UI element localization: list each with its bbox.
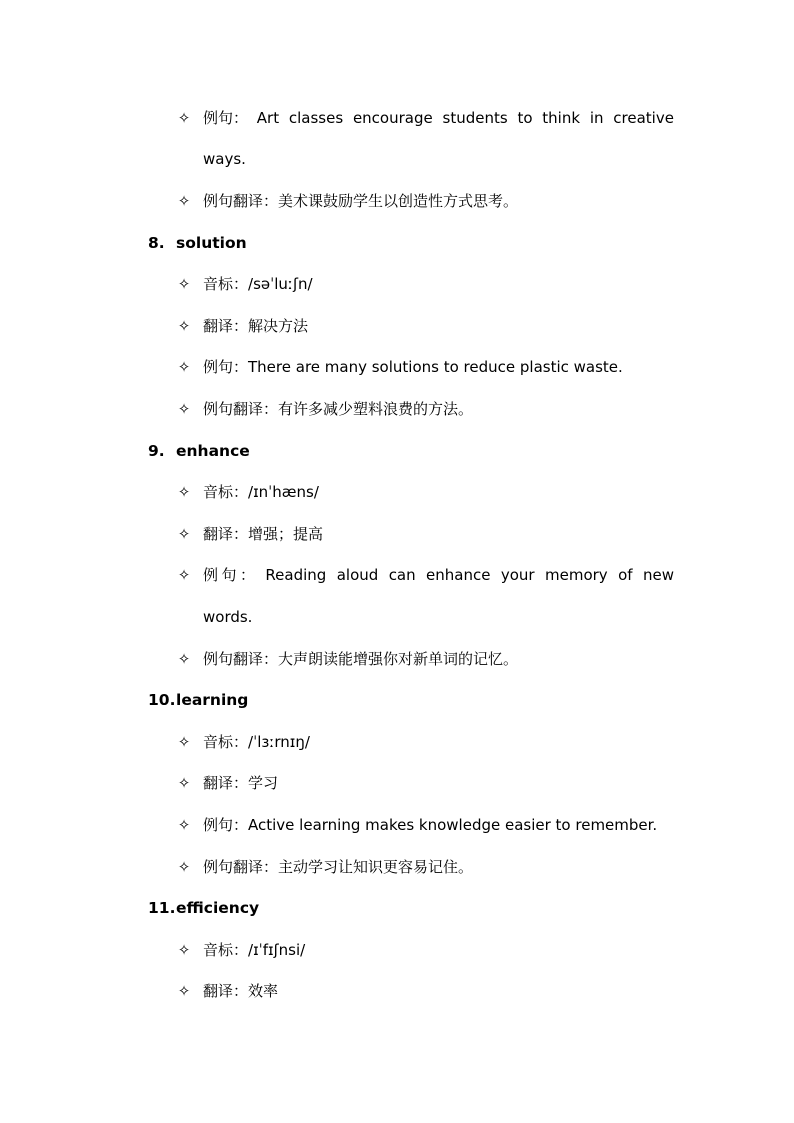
example-word: of	[618, 566, 633, 584]
bullet-icon: ✧	[177, 483, 191, 501]
translation-line	[0, 768, 794, 798]
phonetic	[203, 935, 305, 965]
entry-word: efficiency	[176, 899, 260, 917]
entry-number: 10.	[148, 691, 176, 709]
bullet-icon: ✧	[177, 192, 191, 210]
bullet-icon: ✧	[177, 566, 191, 584]
example-translation-text: 大声朗读能增强你对新单词的记忆。	[278, 650, 519, 668]
phonetic	[203, 477, 319, 507]
entry-heading	[0, 893, 794, 923]
translation-text: 效率	[248, 982, 279, 1000]
example-line	[0, 560, 794, 590]
example-translation	[203, 186, 518, 216]
translation	[203, 519, 323, 549]
example-label-char: 句	[221, 566, 237, 584]
example-translation	[203, 394, 473, 424]
bullet-icon: ✧	[177, 650, 191, 668]
entry-heading	[0, 685, 794, 715]
bullet-icon: ✧	[177, 733, 191, 751]
example-translation-line	[0, 644, 794, 674]
bullet-icon: ✧	[177, 816, 191, 834]
phonetic-text: /ˈlɜːrnɪŋ/	[248, 733, 310, 751]
translation-line	[0, 976, 794, 1006]
example-label-char: ：	[233, 109, 249, 127]
example-word: can	[388, 566, 416, 584]
example-word: memory	[545, 566, 608, 584]
example-word: enhance	[426, 566, 491, 584]
phonetic	[203, 727, 310, 757]
entry-number: 8.	[148, 234, 165, 252]
example-text: ways.	[203, 150, 246, 168]
example-translation-text: 有许多减少塑料浪费的方法。	[278, 400, 474, 418]
example-label	[203, 103, 247, 133]
entry-number: 9.	[148, 442, 165, 460]
phonetic	[203, 269, 313, 299]
translation-label: 翻译：	[203, 317, 249, 335]
bullet-icon: ✧	[177, 109, 191, 127]
translation-line	[0, 311, 794, 341]
phonetic-label: 音标：	[203, 483, 249, 501]
example-word: Reading	[265, 566, 327, 584]
example-label-char: 句	[218, 109, 234, 127]
example-text: Active learning makes knowledge easier to remember.	[248, 816, 658, 834]
entry-word: enhance	[176, 442, 250, 460]
example-translation-line	[0, 852, 794, 882]
entry-heading-text	[148, 436, 250, 466]
example-word: creative	[613, 109, 674, 127]
example-text: There are many solutions to reduce plastic waste.	[248, 358, 623, 376]
phonetic-text: /ɪˈfɪʃnsi/	[248, 941, 306, 959]
translation	[203, 311, 308, 341]
phonetic-text: /ɪnˈhæns/	[248, 483, 319, 501]
example-translation-text: 美术课鼓励学生以创造性方式思考。	[278, 192, 519, 210]
example-word: students	[442, 109, 508, 127]
phonetic-label: 音标：	[203, 941, 249, 959]
example-translation-label: 例句翻译：	[203, 650, 279, 668]
example-word: in	[589, 109, 604, 127]
example-word: aloud	[336, 566, 379, 584]
example-label: 例句：	[203, 816, 249, 834]
bullet-icon: ✧	[177, 275, 191, 293]
bullet-icon: ✧	[177, 982, 191, 1000]
example-translation-label: 例句翻译：	[203, 192, 279, 210]
example-word: Art	[256, 109, 280, 127]
bullet-icon: ✧	[177, 358, 191, 376]
example-label-char: 例	[203, 566, 219, 584]
phonetic-label: 音标：	[203, 275, 249, 293]
translation-text: 增强；提高	[248, 525, 324, 543]
example-word: think	[542, 109, 581, 127]
example-label-char: 例	[203, 109, 219, 127]
entry-number: 11.	[148, 899, 176, 917]
translation	[203, 976, 278, 1006]
phonetic-label: 音标：	[203, 733, 249, 751]
entry-heading	[0, 228, 794, 258]
example-text: words.	[203, 608, 253, 626]
example-word: classes	[288, 109, 344, 127]
entry-heading-text	[148, 228, 247, 258]
translation-label: 翻译：	[203, 525, 249, 543]
bullet-icon: ✧	[177, 400, 191, 418]
phonetic-line	[0, 727, 794, 757]
entry-heading	[0, 436, 794, 466]
example-translation-line	[0, 394, 794, 424]
phonetic-line	[0, 477, 794, 507]
translation-line	[0, 519, 794, 549]
entry-word: learning	[176, 691, 249, 709]
example-line	[0, 352, 794, 382]
example-word: new	[642, 566, 674, 584]
bullet-icon: ✧	[177, 941, 191, 959]
bullet-icon: ✧	[177, 525, 191, 543]
translation-text: 学习	[248, 774, 279, 792]
example-translation-label: 例句翻译：	[203, 400, 279, 418]
example-word: encourage	[352, 109, 433, 127]
translation-label: 翻译：	[203, 774, 249, 792]
example-label	[203, 560, 255, 590]
example-line-continued	[0, 144, 794, 174]
translation	[203, 768, 278, 798]
entry-heading-text	[148, 685, 248, 715]
example-line-continued	[0, 602, 794, 632]
entry-heading-text	[148, 893, 259, 923]
example-word: to	[517, 109, 533, 127]
example-translation-line	[0, 186, 794, 216]
translation-text: 解决方法	[248, 317, 309, 335]
phonetic-line	[0, 935, 794, 965]
translation-label: 翻译：	[203, 982, 249, 1000]
phonetic-text: /səˈluːʃn/	[248, 275, 313, 293]
bullet-icon: ✧	[177, 774, 191, 792]
phonetic-line	[0, 269, 794, 299]
example-label: 例句：	[203, 358, 249, 376]
example-translation	[203, 644, 518, 674]
example-translation	[203, 852, 473, 882]
bullet-icon: ✧	[177, 317, 191, 335]
example	[203, 352, 623, 382]
example-word: your	[500, 566, 535, 584]
example-line	[0, 103, 794, 133]
entry-word: solution	[176, 234, 247, 252]
example-sentence-justified	[203, 103, 674, 133]
bullet-icon: ✧	[177, 858, 191, 876]
example-line	[0, 810, 794, 840]
example-translation-label: 例句翻译：	[203, 858, 279, 876]
example-translation-text: 主动学习让知识更容易记住。	[278, 858, 474, 876]
example-sentence-justified	[203, 560, 674, 590]
example-label-char: ：	[239, 566, 255, 584]
example	[203, 810, 657, 840]
